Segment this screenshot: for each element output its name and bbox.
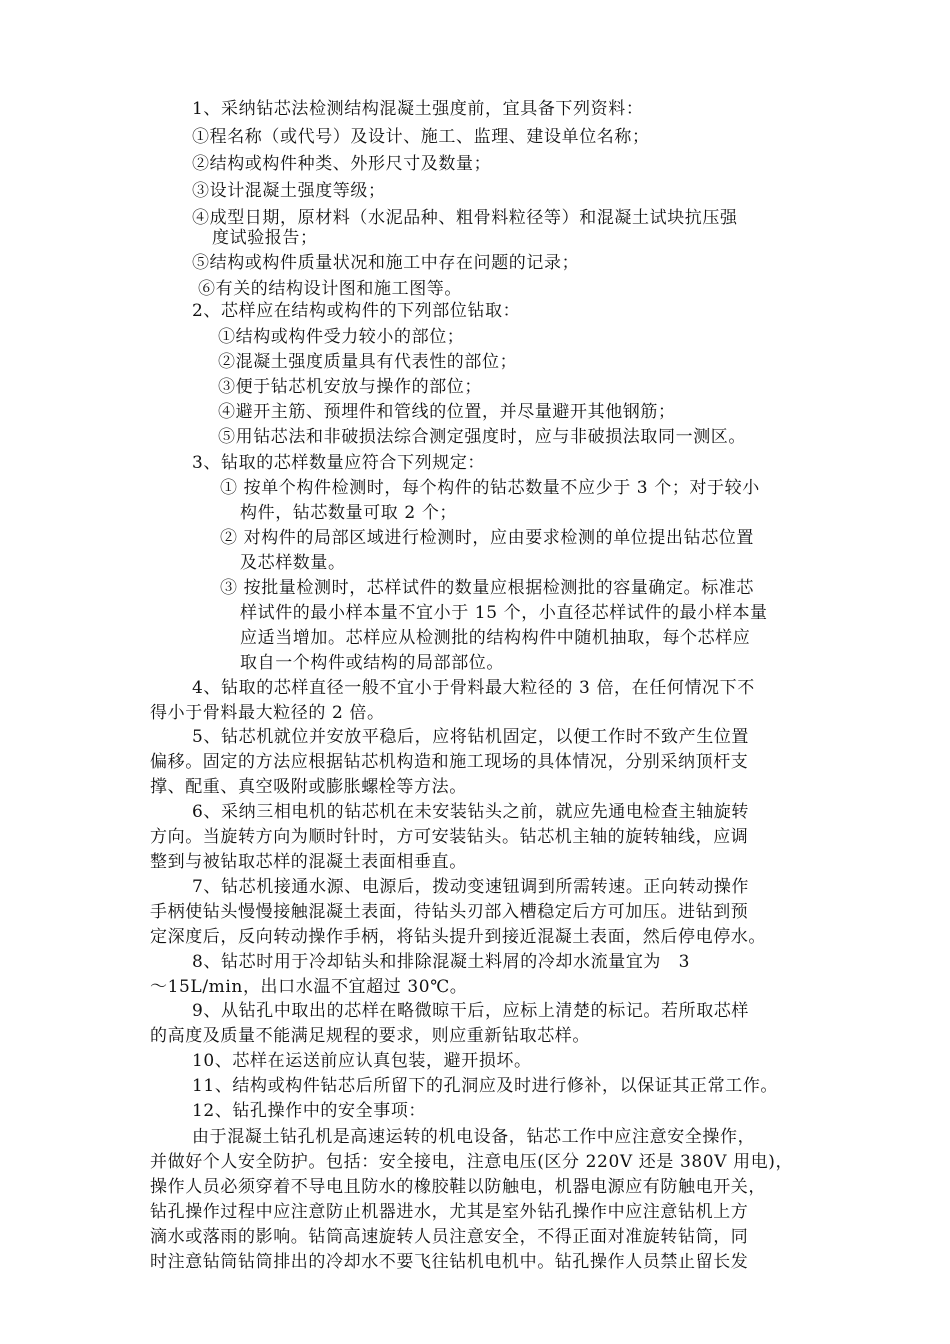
text-line: 时注意钻筒钻筒排出的冷却水不要飞往钻机电机中。钻孔操作人员禁止留长发 (150, 1252, 749, 1272)
text-line: 由于混凝土钻孔机是高速运转的机电设备，钻芯工作中应注意安全操作， (192, 1127, 756, 1147)
text-line: ③便于钻芯机安放与操作的部位； (218, 377, 482, 397)
text-line: 及芯样数量。 (240, 553, 346, 573)
text-line: 应适当增加。芯样应从检测批的结构构件中随机抽取，每个芯样应 (240, 628, 751, 648)
text-line: 度试验报告； (212, 228, 318, 248)
text-line: ②结构或构件种类、外形尺寸及数量； (192, 154, 492, 174)
text-line: 4、钻取的芯样直径一般不宜小于骨料最大粒径的 3 倍，在任何情况下不 (192, 678, 755, 698)
text-line: ④避开主筋、预埋件和管线的位置，并尽量避开其他钢筋； (218, 402, 676, 422)
text-line: 得小于骨料最大粒径的 2 倍。 (150, 703, 385, 723)
text-line: ②混凝土强度质量具有代表性的部位； (218, 352, 518, 372)
text-line: ①结构或构件受力较小的部位； (218, 327, 465, 347)
text-line: 方向。当旋转方向为顺时针时，方可安装钻头。钻芯机主轴的旋转轴线，应调 (150, 827, 749, 847)
text-line: 操作人员必须穿着不导电且防水的橡胶鞋以防触电，机器电源应有防触电开关， (150, 1177, 766, 1197)
text-line: 的高度及质量不能满足规程的要求，则应重新钻取芯样。 (150, 1026, 590, 1046)
text-line: ② 对构件的局部区域进行检测时，应由要求检测的单位提出钻芯位置 (220, 528, 755, 548)
text-line: ⑤用钻芯法和非破损法综合测定强度时，应与非破损法取同一测区。 (218, 427, 746, 447)
text-line: 取自一个构件或结构的局部部位。 (240, 653, 504, 673)
text-line: 5、钻芯机就位并安放平稳后，应将钻机固定，以便工作时不致产生位置 (192, 727, 750, 747)
text-line: 定深度后，反向转动操作手柄，将钻头提升到接近混凝土表面，然后停电停水。 (150, 927, 766, 947)
text-line: 构件，钻芯数量可取 2 个； (240, 503, 458, 523)
text-line: 10、芯样在运送前应认真包装，避开损坏。 (192, 1051, 532, 1071)
text-line: 9、从钻孔中取出的芯样在略微晾干后，应标上清楚的标记。若所取芯样 (192, 1001, 750, 1021)
text-line: ③ 按批量检测时，芯样试件的数量应根据检测批的容量确定。标准芯 (220, 578, 755, 598)
text-line: 手柄使钻头慢慢接触混凝土表面，待钻头刃部入槽稳定后方可加压。进钻到预 (150, 902, 749, 922)
text-line: 样试件的最小样本量不宜小于 15 个，小直径芯样试件的最小样本量 (240, 603, 768, 623)
text-line: 12、钻孔操作中的安全事项： (192, 1101, 427, 1121)
text-line: 钻孔操作过程中应注意防止机器进水，尤其是室外钻孔操作中应注意钻机上方 (150, 1202, 749, 1222)
text-line: ⑤结构或构件质量状况和施工中存在问题的记录； (192, 253, 580, 273)
text-line: 7、钻芯机接通水源、电源后，拨动变速钮调到所需转速。正向转动操作 (192, 877, 750, 897)
text-line: ④成型日期，原材料（水泥品种、粗骨料粒径等）和混凝土试块抗压强 (192, 208, 738, 228)
text-line: ①程名称（或代号）及设计、施工、监理、建设单位名称； (192, 127, 650, 147)
text-line: ③设计混凝土强度等级； (192, 181, 386, 201)
text-line: 6、采纳三相电机的钻芯机在未安装钻头之前，就应先通电检查主轴旋转 (192, 802, 750, 822)
text-line: 3、钻取的芯样数量应符合下列规定： (192, 453, 486, 473)
text-line: ⑥有关的结构设计图和施工图等。 (198, 279, 462, 299)
text-line: 整到与被钻取芯样的混凝土表面相垂直。 (150, 852, 467, 872)
text-line: ① 按单个构件检测时，每个构件的钻芯数量不应少于 3 个；对于较小 (220, 478, 760, 498)
text-line: 2、芯样应在结构或构件的下列部位钻取： (192, 301, 521, 321)
text-line: 滴水或落雨的影响。钻筒高速旋转人员注意安全，不得正面对准旋转钻筒，同 (150, 1227, 749, 1247)
text-line: ～15L/min，出口水温不宜超过 30℃。 (150, 977, 468, 997)
text-line: 偏移。固定的方法应根据钻芯机构造和施工现场的具体情况，分别采纳顶杆支 (150, 752, 749, 772)
text-line: 撑、配重、真空吸附或膨胀螺栓等方法。 (150, 777, 467, 797)
text-line: 并做好个人安全防护。包括：安全接电，注意电压(区分 220V 还是 380V 用电)， (150, 1152, 794, 1172)
text-line: 11、结构或构件钻芯后所留下的孔洞应及时进行修补，以保证其正常工作。 (192, 1076, 779, 1096)
text-line: 1、采纳钻芯法检测结构混凝土强度前，宜具备下列资料： (192, 99, 644, 119)
text-line: 8、钻芯时用于冷却钻头和排除混凝土料屑的冷却水流量宜为 3 (192, 952, 691, 972)
